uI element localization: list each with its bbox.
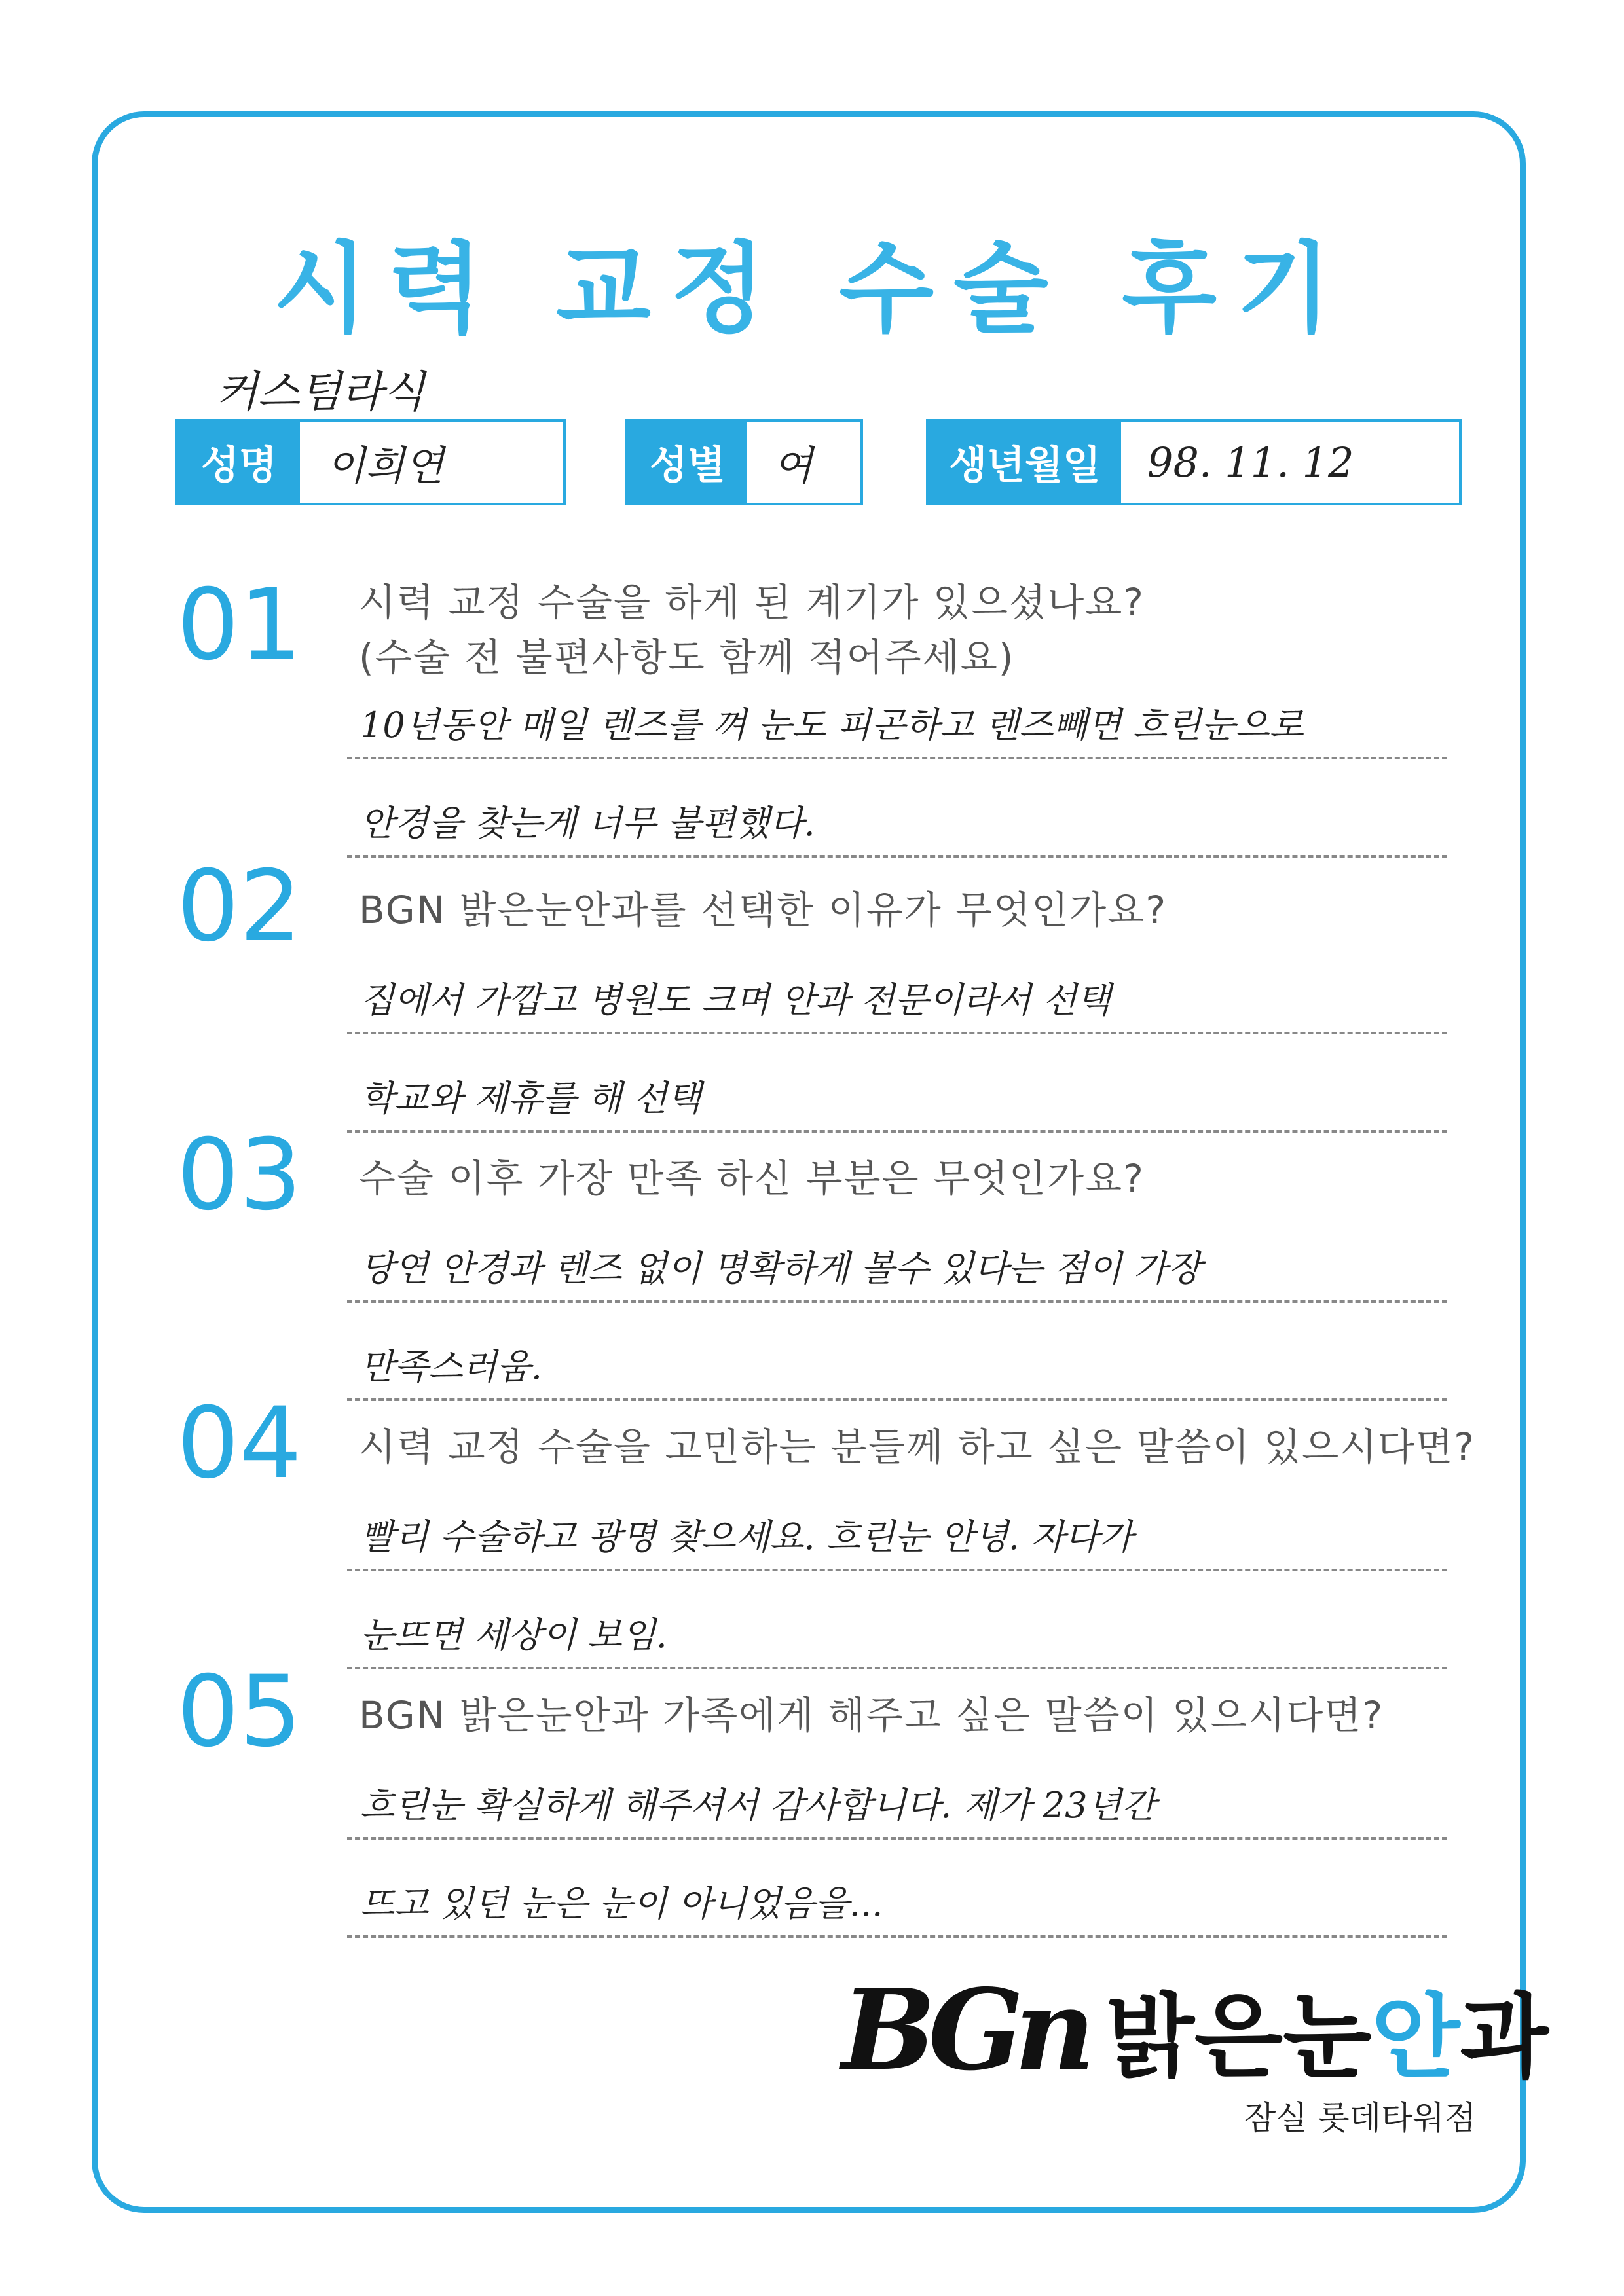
answer-line: 눈뜨면 세상이 보임. [347, 1597, 1447, 1669]
clinic-logo [841, 1964, 1549, 2096]
gender-label: 성별 [628, 422, 747, 503]
question-line: 시력 교정 수술을 고민하는 분들께 하고 싶은 말씀이 있으시다면? [359, 1425, 1476, 1469]
birthdate-field [926, 419, 1462, 505]
birthdate-label: 생년월일 [929, 422, 1121, 503]
question-text [359, 575, 1145, 685]
answer-line: 당연 안경과 렌즈 없이 명확하게 볼수 있다는 점이 가장 [347, 1231, 1447, 1303]
birthdate-value: 98. 11. 12 [1147, 438, 1354, 486]
question-number: 02 [177, 850, 302, 964]
question-text [359, 1419, 1475, 1474]
question-number: 04 [177, 1387, 302, 1501]
answer-line: 안경을 찾는게 너무 불편했다. [347, 786, 1447, 858]
question-line: BGN 밝은눈안과 가족에게 해주고 싶은 말씀이 있으시다면? [359, 1693, 1384, 1738]
page-title: 시력 교정 수술 후기 [273, 232, 1351, 346]
clinic-name-accent: 안 [1371, 1984, 1460, 2091]
name-label: 성명 [178, 422, 300, 503]
gender-field [625, 419, 863, 505]
question-text [359, 1688, 1384, 1743]
name-field [175, 419, 566, 505]
question-number: 03 [177, 1118, 302, 1232]
answer-line: 빨리 수술하고 광명 찾으세요. 흐린눈 안녕. 자다가 [347, 1499, 1447, 1571]
question-text [359, 1151, 1145, 1206]
question-text [359, 883, 1167, 938]
question-number: 05 [177, 1655, 302, 1769]
clinic-name-part: 밝은눈 [1105, 1984, 1372, 2091]
question-line: BGN 밝은눈안과를 선택한 이유가 무엇인가요? [359, 888, 1168, 932]
answer-line: 뜨고 있던 눈은 눈이 아니었음을... [347, 1866, 1447, 1938]
answer-line: 흐린눈 확실하게 해주셔서 감사합니다. 제가 23년간 [347, 1768, 1447, 1840]
question-line: 수술 이후 가장 만족 하신 부분은 무엇인가요? [359, 1156, 1145, 1201]
name-value: 이희연 [326, 441, 444, 490]
question-line: 시력 교정 수술을 하게 된 계기가 있으셨나요? [359, 580, 1145, 625]
question-number: 01 [177, 568, 302, 682]
answer-line: 학교와 제휴를 해 선택 [347, 1061, 1447, 1133]
answer-line: 집에서 가깝고 병원도 크며 안과 전문이라서 선택 [347, 962, 1447, 1034]
clinic-name [1106, 1964, 1549, 2096]
surgery-type-handwritten: 커스텀라식 [216, 367, 425, 417]
clinic-name-part: 과 [1460, 1984, 1549, 2091]
answer-line: 만족스러움. [347, 1329, 1447, 1401]
answer-line: 10년동안 매일 렌즈를 껴 눈도 피곤하고 렌즈빼면 흐린눈으로 [347, 687, 1447, 759]
bgn-logo-mark: BGn [841, 1964, 1086, 2096]
question-line: (수술 전 불편사항도 함께 적어주세요) [359, 635, 1015, 680]
branch-name: 잠실 롯데타워점 [1244, 2099, 1476, 2137]
gender-value: 여 [773, 441, 813, 490]
